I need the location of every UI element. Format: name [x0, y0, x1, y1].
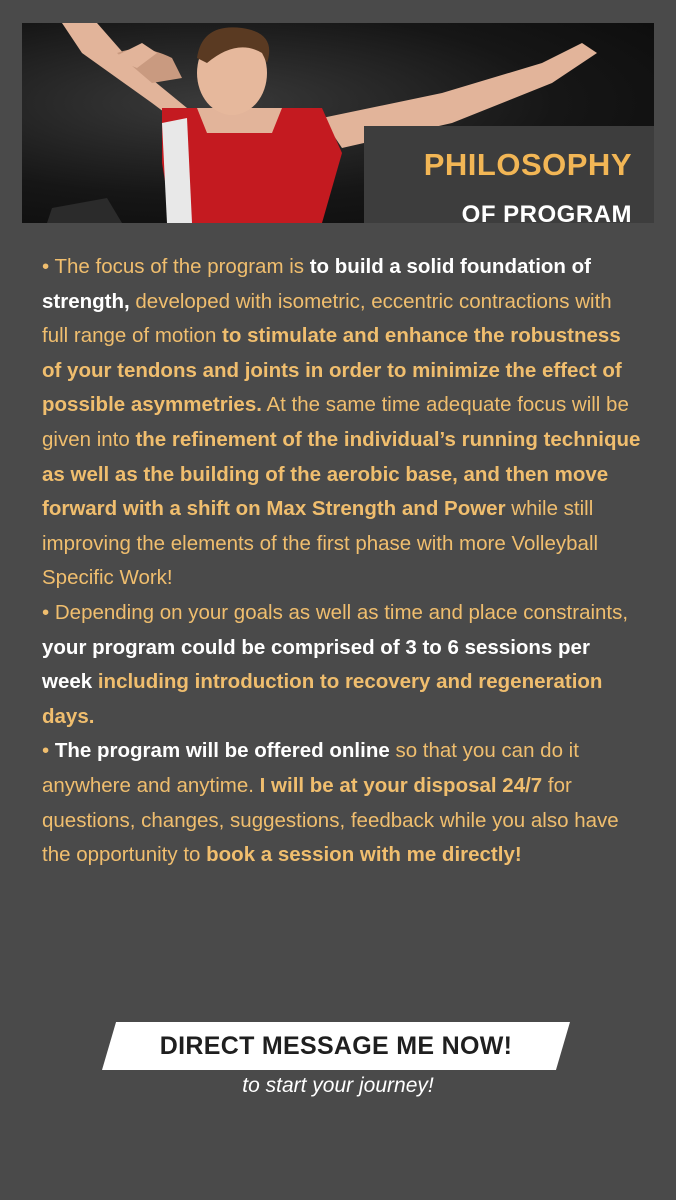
direct-message-button[interactable]: [102, 1022, 570, 1070]
hero-banner: [22, 23, 654, 223]
program-description: [42, 250, 642, 873]
paragraph-online: • The program will be offered online so that you can do it anywhere and anytime. I will be at your disposal 24/7 for questions, changes, suggestions, feedback while you also have the opportunity to book a session with me directly!: [42, 739, 619, 867]
page-subtitle: OF PROGRAM: [461, 201, 632, 223]
paragraph-sessions: • Depending on your goals as well as time and place constraints, your program could be comprised of 3 to 6 sessions per week including introduction to recovery and regeneration days.: [42, 600, 629, 728]
cta-subtitle: to start your journey!: [242, 1074, 434, 1097]
page-title: PHILOSOPHY: [423, 147, 632, 182]
cta-label: DIRECT MESSAGE ME NOW!: [159, 1031, 513, 1060]
paragraph-focus: • The focus of the program is to build a solid foundation of strength, developed with isometric, eccentric contractions with full range of motion to stimulate and enhance the robustness of your tendons and joints in order to minimize the effect of possible asymmetries. At the same time adequate focus will be given into the refinement of the individual’s running technique as well as the building of the aerobic base, and then move forward with a shift on Max Strength and Power while still improving the elements of the first phase with more Volleyball Specific Work!: [42, 255, 641, 590]
